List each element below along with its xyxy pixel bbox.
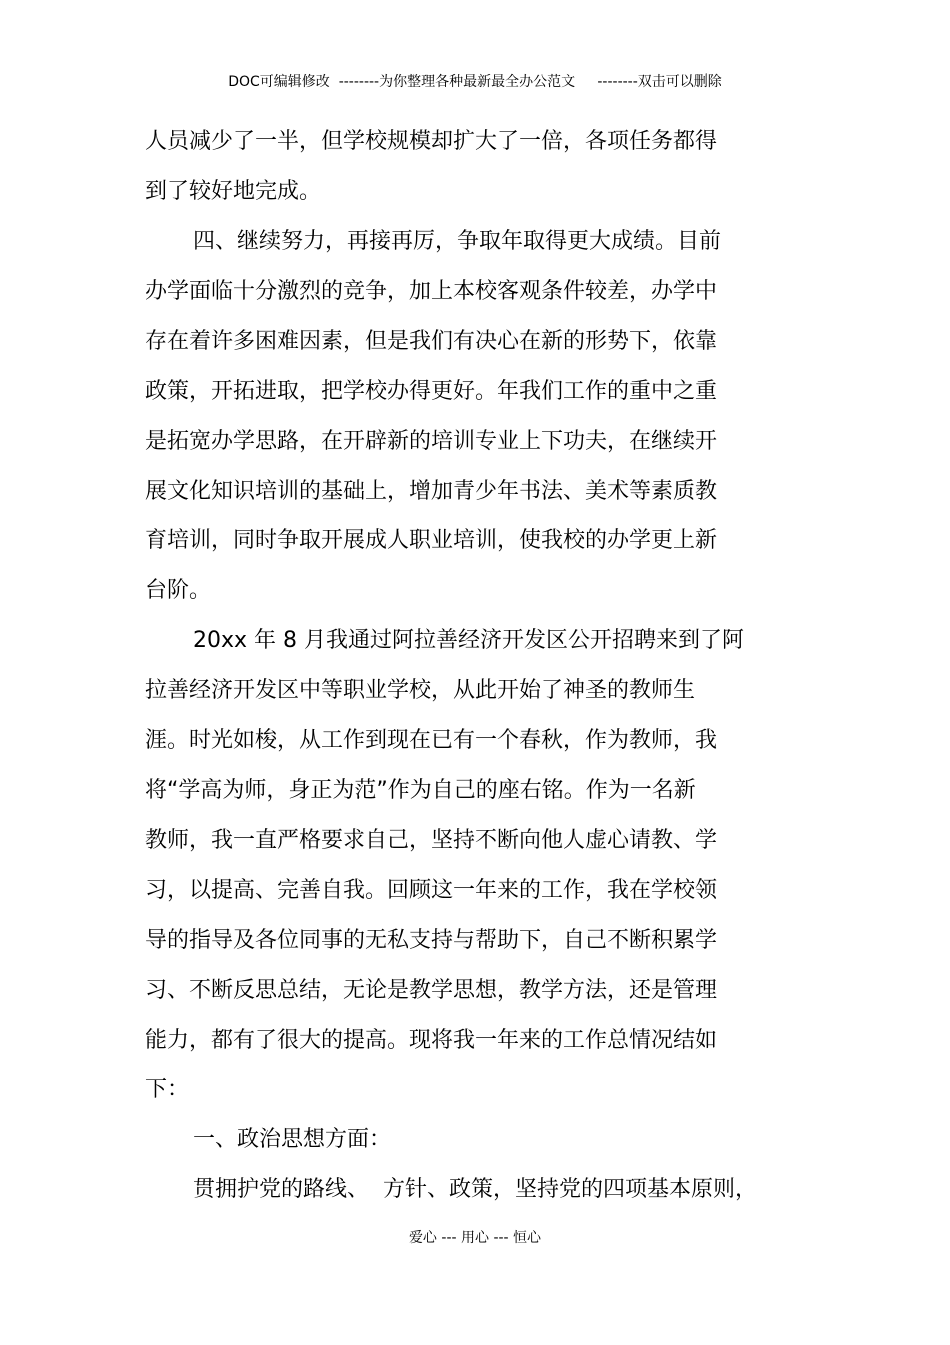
text-line: 涯。时光如梭，从工作到现在已有一个春秋，作为教师，我 xyxy=(145,728,718,753)
text-line: 下： xyxy=(145,1077,190,1102)
text-line: 展文化知识培训的基础上，增加青少年书法、美术等素质教 xyxy=(145,479,718,504)
text-line: 习，以提高、完善自我。回顾这一年来的工作，我在学校领 xyxy=(145,878,718,903)
section-heading: 一、政治思想方面： xyxy=(193,1127,392,1152)
text-line: 教师，我一直严格要求自己，坚持不断向他人虚心请教、学 xyxy=(145,828,718,853)
text-line: 能力，都有了很大的提高。现将我一年来的工作总情况结如 xyxy=(145,1028,718,1053)
text-line: 办学面临十分激烈的竞争，加上本校客观条件较差，办学中 xyxy=(145,279,718,304)
text-line: 政策，开拓进取，把学校办得更好。年我们工作的重中之重 xyxy=(145,379,718,404)
text-line: 将“学高为师，身正为范”作为自己的座右铭。作为一名新 xyxy=(145,778,696,803)
text-line: 贯拥护党的路线、 方针、政策，坚持党的四项基本原则， xyxy=(193,1177,757,1202)
page-header: DOC可编辑修改 --------为你整理各种最新最全办公范文 --------双击可以删除 xyxy=(228,74,722,90)
text-line: 四、继续努力，再接再厉，争取年取得更大成绩。目前 xyxy=(193,229,722,254)
text-line: 习、不断反思总结，无论是教学思想，教学方法，还是管理 xyxy=(145,978,718,1003)
text-line: 是拓宽办学思路，在开辟新的培训专业上下功夫，在继续开 xyxy=(145,429,718,454)
text-line: 人员减少了一半，但学校规模却扩大了一倍，各项任务都得 xyxy=(145,129,718,154)
page-footer: 爱心 --- 用心 --- 恒心 xyxy=(408,1230,542,1246)
text-line: 拉善经济开发区中等职业学校，从此开始了神圣的教师生 xyxy=(145,678,696,703)
text-line: 20xx 年 8 月我通过阿拉善经济开发区公开招聘来到了阿 xyxy=(193,628,745,653)
text-line: 存在着许多困难因素，但是我们有决心在新的形势下，依靠 xyxy=(145,329,718,354)
text-line: 育培训，同时争取开展成人职业培训，使我校的办学更上新 xyxy=(145,528,718,553)
text-line: 到了较好地完成。 xyxy=(145,179,322,204)
text-line: 导的指导及各位同事的无私支持与帮助下，自己不断积累学 xyxy=(145,928,718,953)
text-line: 台阶。 xyxy=(145,578,212,603)
